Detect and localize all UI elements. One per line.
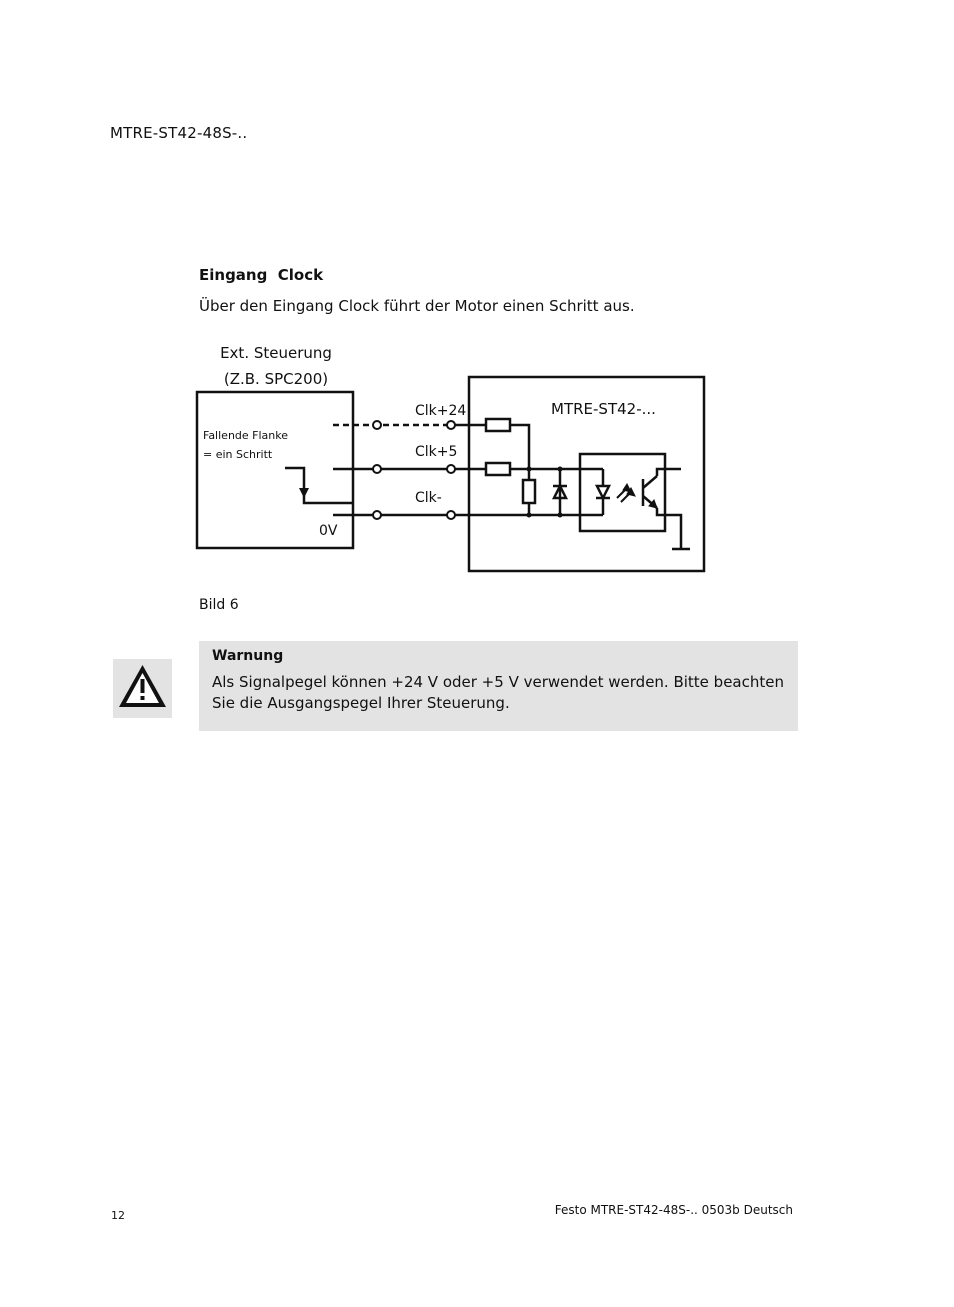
series-resistor-icon: [486, 419, 510, 475]
optocoupler-led-icon: [596, 480, 635, 503]
ext-controller-example-label: (Z.B. SPC200): [223, 370, 329, 388]
phototransistor-icon: [643, 469, 690, 549]
clock-input-wiring-diagram: [190, 337, 720, 582]
zero-volt-label: 0V: [319, 523, 338, 539]
ext-controller-label: Ext. Steuerung: [220, 344, 332, 362]
clkminus-label: Clk-: [415, 490, 442, 506]
warning-triangle-icon: [113, 659, 172, 718]
warning-box: [199, 641, 798, 731]
warning-title: Warnung: [212, 648, 284, 664]
section-heading: Eingang Clock: [199, 266, 324, 284]
figure-caption: Bild 6: [199, 597, 239, 613]
document-header-title: MTRE-ST42-48S-..: [110, 124, 248, 142]
section-description: Über den Eingang Clock führt der Motor einen Schritt aus.: [199, 297, 635, 315]
page-number: 12: [111, 1209, 125, 1222]
motor-label: MTRE-ST42-...: [551, 400, 656, 418]
one-step-note: = ein Schritt: [203, 448, 273, 461]
shunt-resistor-icon: [523, 480, 535, 503]
clk5-label: Clk+5: [415, 444, 458, 460]
falling-edge-icon: [285, 468, 353, 503]
clk24-label: Clk+24: [415, 403, 467, 419]
falling-edge-note: Fallende Flanke: [203, 429, 288, 442]
footer-doc-info: Festo MTRE-ST42-48S-.. 0503b Deutsch: [554, 1203, 793, 1217]
warning-text: Als Signalpegel können +24 V oder +5 V verwendet werden. Bitte beachten Sie die Ausgangspegel Ihrer Steuerung.: [212, 673, 784, 712]
warning-icon-box: [113, 659, 172, 718]
